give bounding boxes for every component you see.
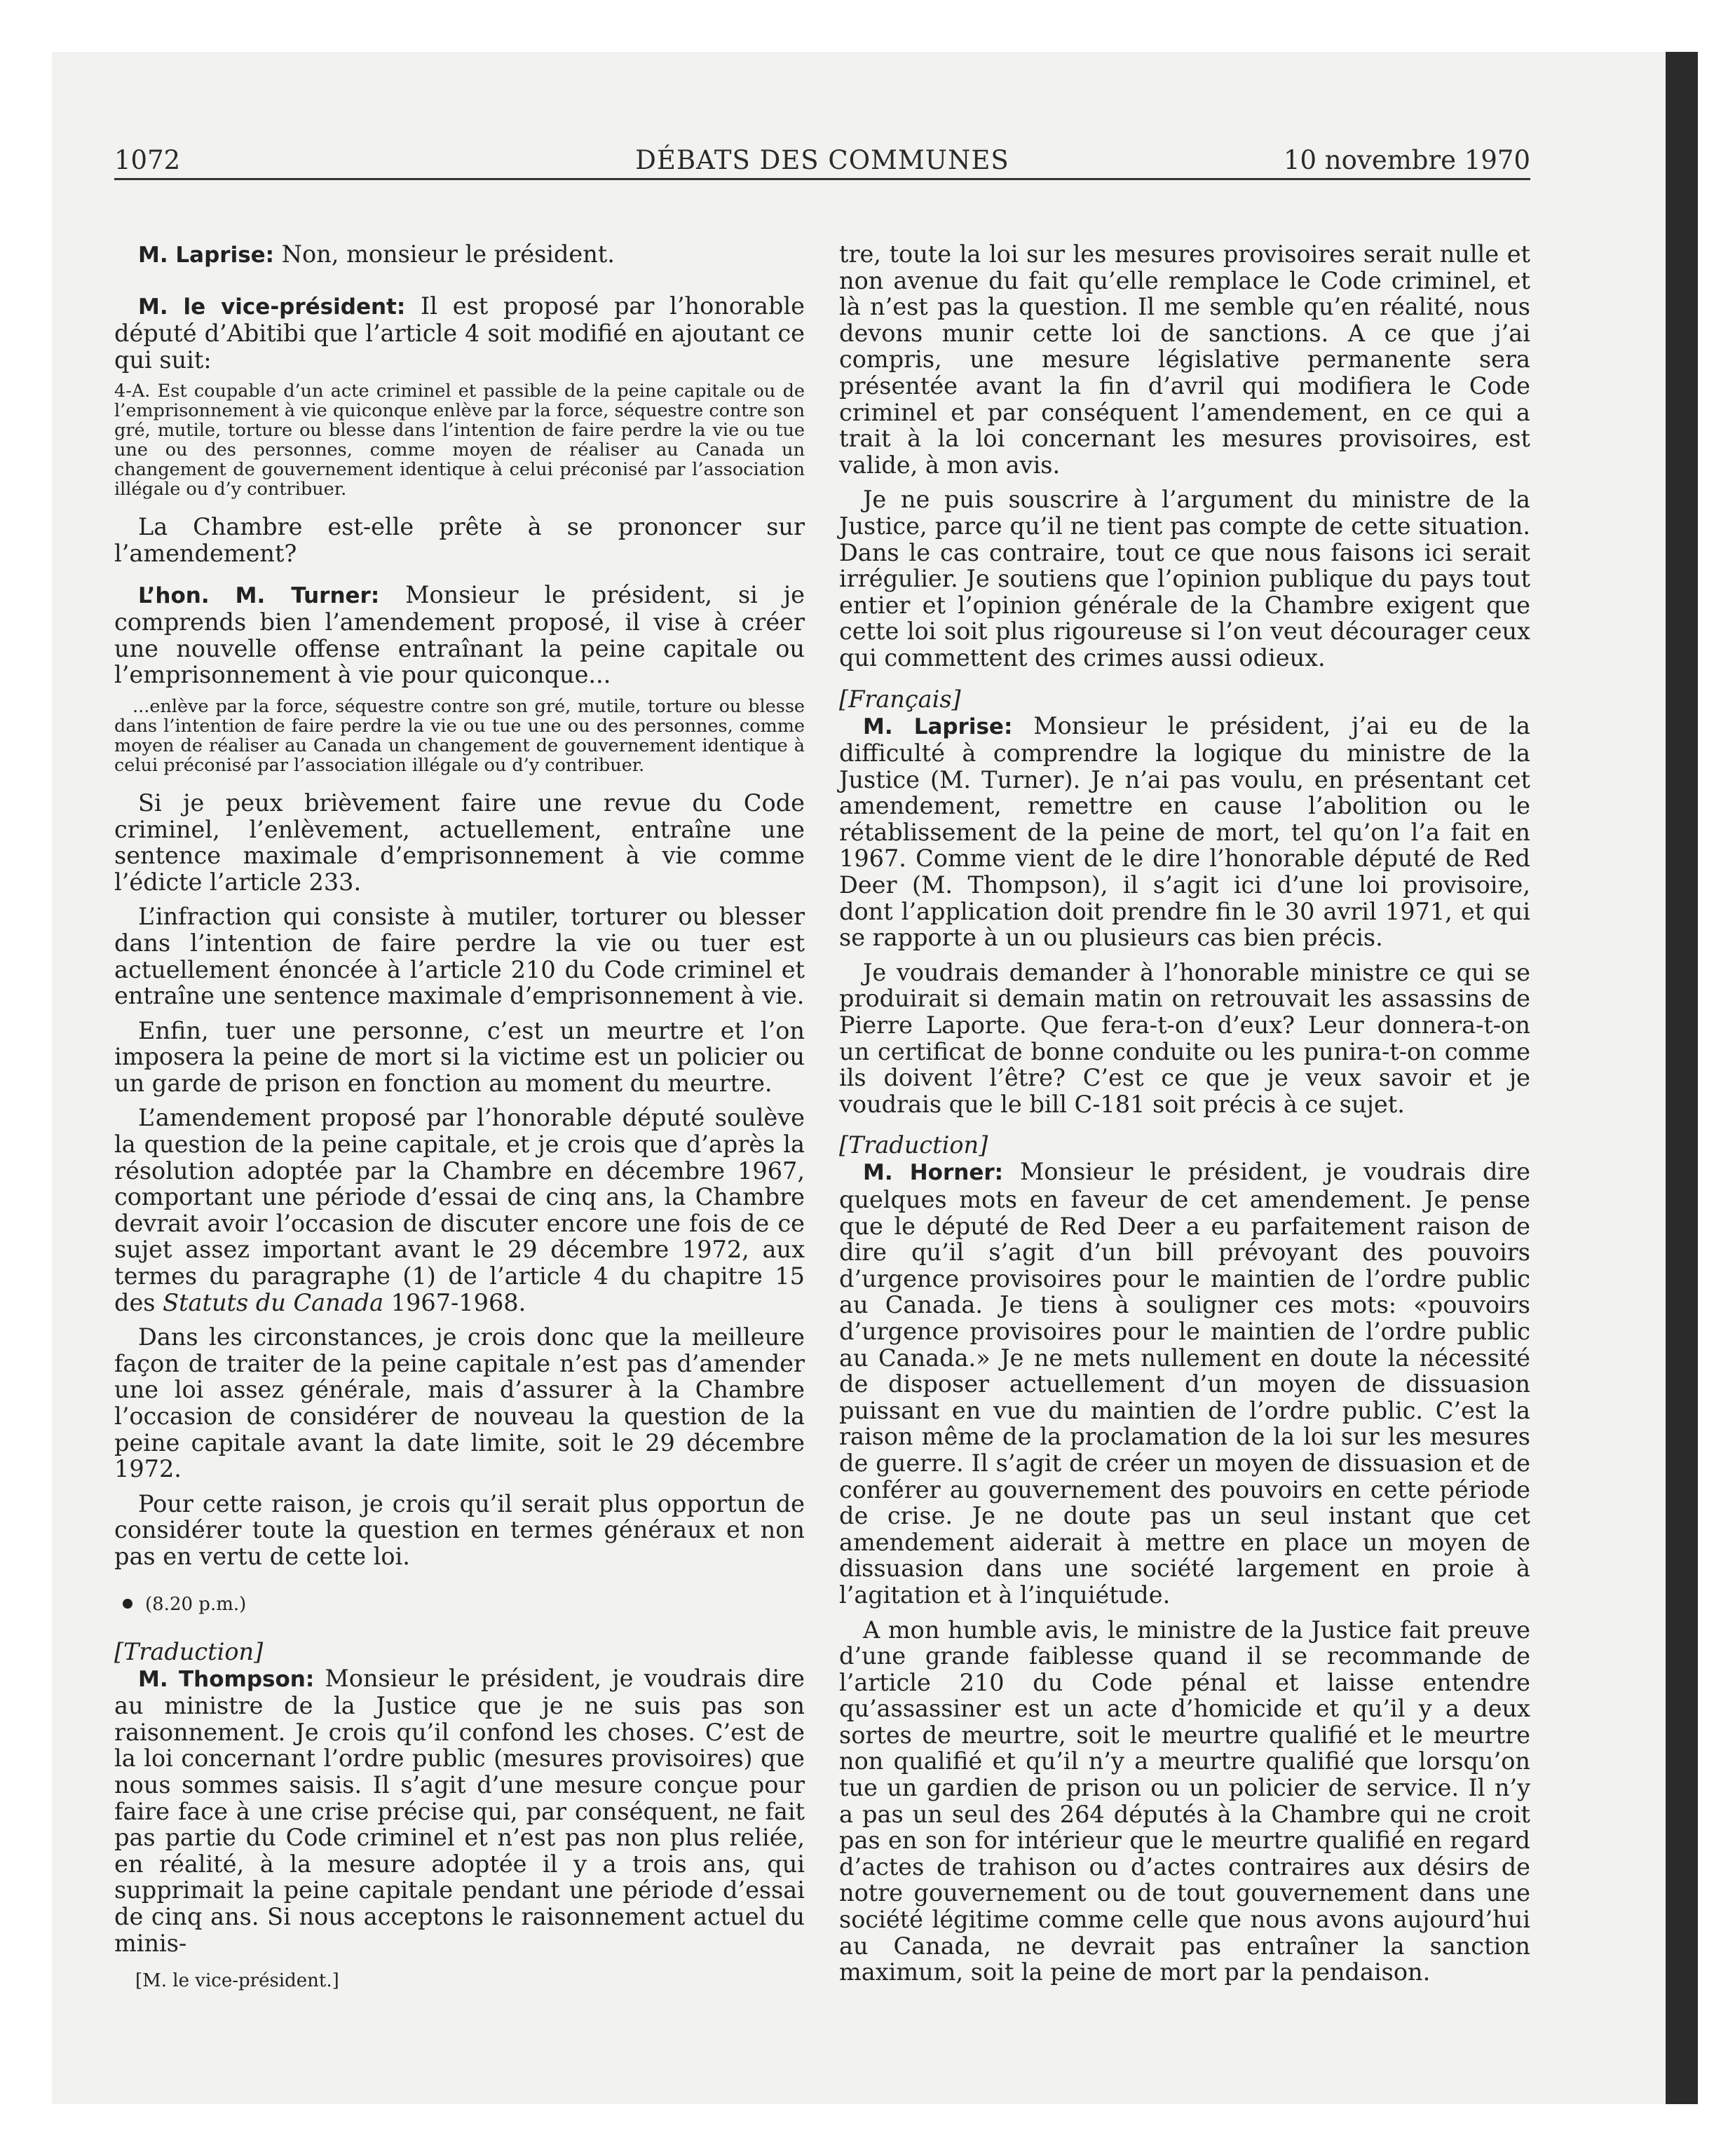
paragraph (839, 713, 1530, 951)
quoted-amendment: 4-A. Est coupable d’un acte criminel et passible de la peine capitale ou de l’emprisonnement à vie quiconque enlève par la force, séquestre contre son gré, mutile, torture ou blesse dans l’intention de faire perdre la vie ou tue une ou des personnes, comme moyen de réaliser au Canada un changement de gouvernement identique à celui préconisé par l’association illégale ou d’y contribuer. (114, 381, 805, 500)
page-date: 10 novembre 1970 (1283, 145, 1530, 175)
paragraph-text: Monsieur le président, je voudrais dire quelques mots en faveur de cet amendement. Je pense que le député de Red Deer a eu parfaitement raison de dire qu’il s’agit d’un bill prévoyant des pouvoirs d’urgence provisoires pour le maintien de l’ordre public au Canada. Je tiens à souligner ces mots: «pouvoirs d’urgence provisoires pour le maintien de l’ordre public au Canada.» Je ne mets nullement en doute la nécessité de disposer actuellement d’un moyen de dissuasion puissant en vue du maintien de l’ordre public. C’est la raison même de la proclamation de la loi sur les mesures de guerre. Il s’agit de créer un moyen de dissuasion et de conférer au gouvernement des pouvoirs en cette période de crise. Je ne doute pas un seul instant que cet amendement aiderait à mettre en place un moyen de dissuasion dans une société largement en proie à l’agitation et à l’inquiétude. (839, 1158, 1530, 1609)
quoted-text: ...enlève par la force, séquestre contre son gré, mutile, torture ou blesse dans l’intention de faire perdre la vie ou tue une ou des personnes, comme moyen de réaliser au Canada un changement de gouvernement identique à celui préconisé par l’association illégale ou d’y contribuer. (114, 695, 805, 776)
speaker-name: M. le vice-président: (138, 294, 406, 320)
paragraph: tre, toute la loi sur les mesures provisoires serait nulle et non avenue du fait qu’elle remplace le Code criminel, et là n’est pas la question. Il me semble qu’en réalité, nous devons munir cette loi de sanctions. A ce que j’ai compris, une mesure législative permanente sera présentée avant la fin d’avril qui modifiera le Code criminel et par conséquent l’amendement, en ce qui a trait à la loi concernant les mesures provisoires, est valide, à mon avis. (839, 240, 1530, 479)
header-rule (114, 178, 1530, 180)
speaker-name: M. Thompson: (138, 1666, 315, 1692)
language-tag: [Traduction] (114, 1637, 264, 1665)
paragraph-text: Monsieur le président, je voudrais dire au ministre de la Justice que je ne suis pas son raisonnement. Je crois qu’il confond les choses. C’est de la loi concernant l’ordre public (mesures provisoires) que nous sommes saisis. Il s’agit d’une mesure conçue pour faire face à une crise précise qui, par conséquent, ne fait pas partie du Code criminel et n’est pas non plus reliée, en réalité, à la mesure adoptée il y a trois ans, qui supprimait la peine capitale pendant une période d’essai de cinq ans. Si nous acceptons le raisonnement actuel du minis- (114, 1664, 805, 1957)
speaker-name: M. Laprise: (863, 714, 1013, 739)
left-column (114, 241, 805, 1991)
paragraph: La Chambre est-elle prête à se prononcer sur l’amendement? (114, 513, 805, 567)
paragraph (114, 293, 805, 374)
paragraph-text: Il est proposé par l’honorable député d’Abitibi que l’article 4 soit modifié en ajoutant ce qui suit: (114, 292, 805, 374)
paragraph (114, 1665, 805, 1957)
paragraph (839, 1159, 1530, 1608)
italic-citation: Statuts du Canada (163, 1288, 384, 1316)
language-tag: [Traduction] (839, 1131, 988, 1159)
language-tag: [Français] (839, 685, 961, 713)
page-footnote: [M. le vice-président.] (135, 1970, 339, 1992)
speaker-name: M. Laprise: (138, 243, 275, 268)
bullet-icon (123, 1599, 132, 1609)
paragraph: Si je peux brièvement faire une revue du Code criminel, l’enlèvement, actuellement, entraîne une sentence maximale d’emprisonnement à vie comme l’édicte l’article 233. (114, 789, 805, 896)
paragraph (114, 241, 805, 269)
paragraph (114, 582, 805, 688)
paragraph: Je ne puis souscrire à l’argument du ministre de la Justice, parce qu’il ne tient pas compte de cette situation. Dans le cas contraire, tout ce que nous faisons ici serait irrégulier. Je soutiens que l’opinion publique du pays tout entier et l’opinion générale de la Chambre exigent que cette loi soit plus rigoureuse si l’on veut décourager ceux qui commettent des crimes aussi odieux. (839, 486, 1530, 671)
paragraph: A mon humble avis, le ministre de la Justice fait preuve d’une grande faiblesse quand il se recommande de l’article 210 du Code pénal et laisse entendre qu’assassiner est un acte d’homicide et qu’il y a deux sortes de meurtre, soit le meurtre qualifié et le meurtre non qualifié et qu’il n’y a meurtre qualifié que lorsqu’on tue un gardien de prison ou un policier de service. Il n’y a pas un seul des 264 députés à la Chambre qui ne croit pas en son for intérieur que le meurtre qualifié en regard d’actes de trahison ou d’actes contraires aux désirs de notre gouvernement ou de tout gouvernement dans une société légitime comme celle que nous avons aujourd’hui au Canada, ne devrait pas entraîner la sanction maximum, soit la peine de mort par la pendaison. (839, 1616, 1530, 1986)
paragraph: L’infraction qui consiste à mutiler, torturer ou blesser dans l’intention de faire perdre la vie ou tuer est actuellement énoncée à l’article 210 du Code criminel et entraîne une sentence maximale d’emprisonnement à vie. (114, 903, 805, 1010)
right-column (839, 241, 1530, 1986)
time-marker: (8.20 p.m.) (114, 1594, 805, 1615)
paragraph-text: Monsieur le président, si je comprends bien l’amendement proposé, il vise à créer une nouvelle offense entraînant la peine capitale ou l’emprisonnement à vie pour quiconque... (114, 580, 805, 689)
scan-edge-shadow (1666, 52, 1698, 2104)
paragraph: Dans les circonstances, je crois donc que la meilleure façon de traiter de la peine capitale n’est pas d’amender une loi assez générale, mais d’assurer à la Chambre l’occasion de considérer de nouveau la question de la peine capitale avant la date limite, soit le 29 décembre 1972. (114, 1323, 805, 1483)
paragraph: Enfin, tuer une personne, c’est un meurtre et l’on imposera la peine de mort si la victime est un policier ou un garde de prison en fonction au moment du meurtre. (114, 1016, 805, 1097)
paragraph-text: Monsieur le président, j’ai eu de la difficulté à comprendre la logique du ministre de la Justice (M. Turner). Je n’ai pas voulu, en présentant cet amendement, remettre en cause l’abolition ou le rétablissement de la peine de mort, tel qu’on l’a fait en 1967. Comme vient de le dire l’honorable député de Red Deer (M. Thompson), il s’agit ici d’une loi provisoire, dont l’application doit prendre fin le 30 avril 1971, et qui se rapporte à un ou plusieurs cas bien précis. (839, 711, 1530, 952)
paragraph-text: Non, monsieur le président. (281, 240, 615, 268)
speaker-name: L’hon. M. Turner: (138, 582, 380, 608)
paragraph: Je voudrais demander à l’honorable ministre ce qui se produirait si demain matin on retrouvait les assassins de Pierre Laporte. Que fera-t-on d’eux? Leur donnera-t-on un certificat de bonne conduite ou les punira-t-on comme ils doivent l’être? C’est ce que je veux savoir et je voudrais que le bill C-181 soit précis à ce sujet. (839, 958, 1530, 1118)
publication-title: DÉBATS DES COMMUNES (635, 145, 1009, 175)
speaker-name: M. Horner: (863, 1160, 1004, 1186)
page-number: 1072 (114, 145, 181, 175)
paragraph: Pour cette raison, je crois qu’il serait plus opportun de considérer toute la question en termes généraux et non pas en vertu de cette loi. (114, 1489, 805, 1570)
paragraph: L’amendement proposé par l’honorable député soulève la question de la peine capitale, et je crois que d’après la résolution adoptée par la Chambre en décembre 1967, comportant une période d’essai de cinq ans, la Chambre devrait avoir l’occasion de discuter encore une fois de ce sujet assez important avant le 29 décembre 1972, aux termes du paragraphe (1) de l’article 4 du chapitre 15 des Statuts du Canada 1967-1968. (114, 1104, 805, 1316)
